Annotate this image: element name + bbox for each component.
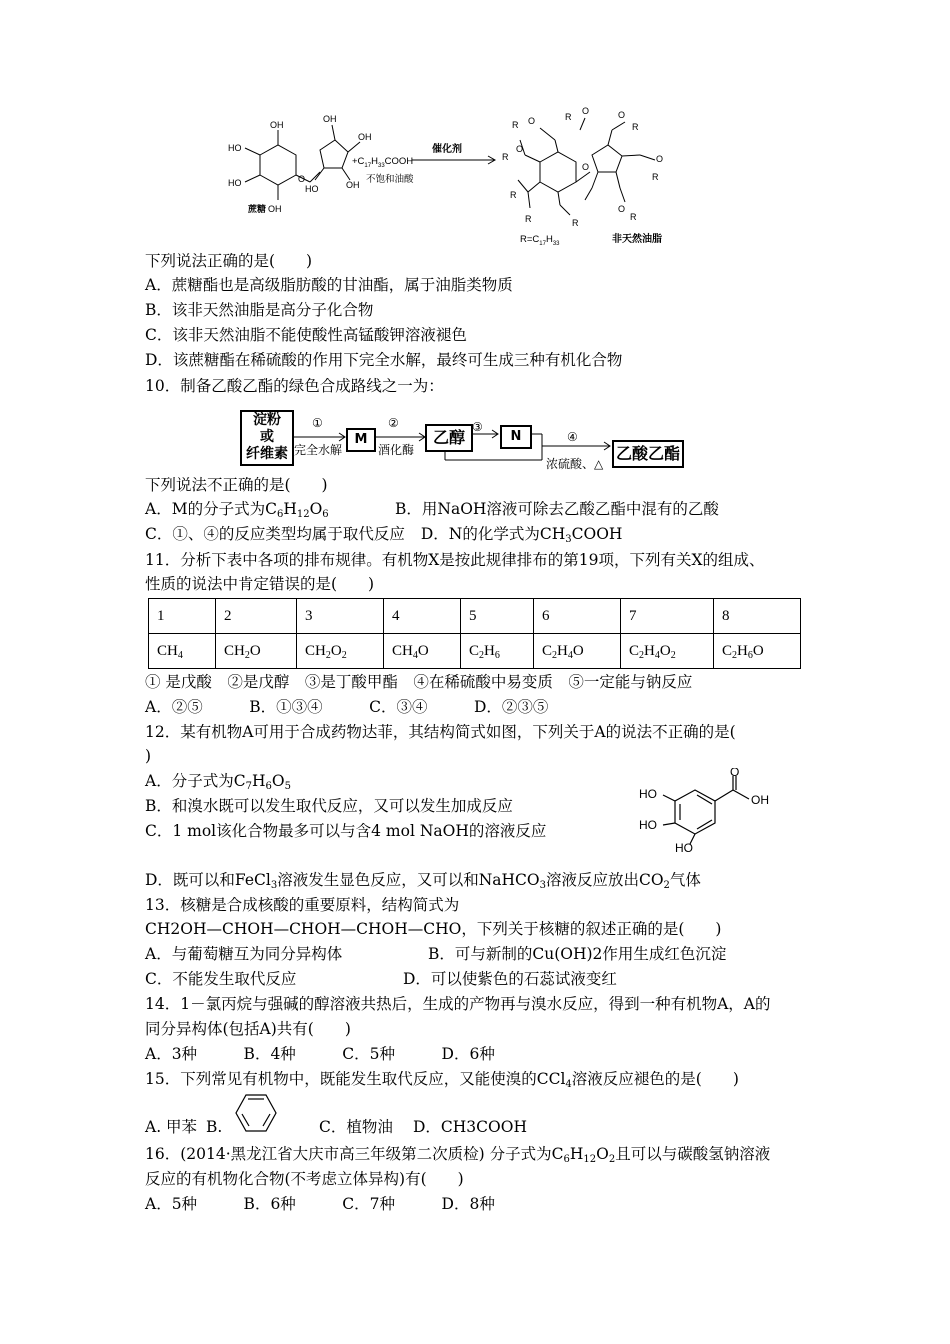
q15-stem: 15．下列常见有机物中，既能发生取代反应，又能使溴的CCl$_4$溶液反应褪色的是( ) bbox=[145, 1070, 739, 1090]
reagent-formula: $+C_{17}H_{33}COOH$ bbox=[352, 156, 414, 169]
q14-options: A．3种 B．4种 C．5种 D．6种 bbox=[145, 1045, 495, 1063]
svg-text:HO: HO bbox=[639, 818, 657, 832]
gallic-acid-structure bbox=[635, 768, 785, 858]
table-cell: $C_2H_4O_2$ bbox=[621, 634, 714, 669]
svg-text:R: R bbox=[565, 112, 572, 122]
q16-stem-line2: 反应的有机物化合物(不考虑立体异构)有( ) bbox=[145, 1170, 464, 1188]
q9-option-a: A．蔗糖酯也是高级脂肪酸的甘油酯，属于油脂类物质 bbox=[145, 276, 513, 294]
svg-text:O: O bbox=[298, 174, 306, 184]
svg-text:R: R bbox=[510, 190, 517, 200]
q12-stem-line2: ) bbox=[145, 747, 152, 765]
route-step-3: ③ bbox=[472, 420, 483, 434]
table-cell: $CH_4$ bbox=[149, 634, 216, 669]
q16-options: A．5种 B．6种 C．7种 D．8种 bbox=[145, 1195, 495, 1213]
q12-option-a: A．分子式为$C_7H_6O_5$ bbox=[145, 772, 291, 792]
q13-options-cd bbox=[145, 968, 617, 990]
table-cell: 5 bbox=[461, 599, 534, 634]
q9-option-c: C．该非天然油脂不能使酸性高锰酸钾溶液褪色 bbox=[145, 326, 467, 344]
svg-text:O: O bbox=[582, 106, 590, 116]
q14-stem-line2: 同分异构体(包括A)共有( ) bbox=[145, 1020, 351, 1038]
q12-option-b: B．和溴水既可以发生取代反应，又可以发生加成反应 bbox=[145, 797, 513, 815]
q11-stem-line2: 性质的说法中肯定错误的是( ) bbox=[145, 575, 375, 593]
svg-text:HO: HO bbox=[228, 178, 242, 188]
q14-stem-line1: 14．1－氯丙烷与强碱的醇溶液共热后，生成的产物再与溴水反应，得到一种有机物A，A的 bbox=[145, 995, 771, 1013]
table-cell: 8 bbox=[714, 599, 801, 634]
q11-sequence-table bbox=[148, 598, 801, 669]
svg-text:R: R bbox=[512, 120, 519, 130]
table-row bbox=[149, 634, 801, 669]
table-cell: 2 bbox=[216, 599, 297, 634]
svg-text:R: R bbox=[502, 152, 509, 162]
table-header-row bbox=[149, 599, 801, 634]
q15-option-c: C．植物油 bbox=[319, 1118, 393, 1136]
q13-stem-line1: 13．核糖是合成核酸的重要原料，结构简式为 bbox=[145, 896, 460, 914]
svg-text:OH: OH bbox=[346, 180, 360, 190]
q9-stem: 下列说法正确的是( ) bbox=[145, 252, 313, 270]
svg-text:OH: OH bbox=[323, 114, 337, 124]
svg-text:O: O bbox=[656, 154, 664, 164]
svg-text:OH: OH bbox=[751, 793, 769, 807]
table-cell: $CH_2O$ bbox=[216, 634, 297, 669]
svg-text:O: O bbox=[618, 110, 626, 120]
svg-text:R: R bbox=[630, 212, 637, 222]
route-step-4: ④ bbox=[567, 430, 578, 444]
table-cell: $C_2H_4O$ bbox=[534, 634, 621, 669]
q10-option-ab: A．M的分子式为$C_6H_{12}O_6$ B．用NaOH溶液可除去乙酸乙酯中混有的乙酸 bbox=[145, 500, 719, 520]
table-cell: 3 bbox=[297, 599, 384, 634]
route-product-box: 乙酸乙酯 bbox=[612, 440, 684, 468]
q13-stem-line2: CH2OH—CHOH—CHOH—CHOH—CHO，下列关于核糖的叙述正确的是( ) bbox=[145, 920, 722, 938]
svg-text:O: O bbox=[528, 116, 536, 126]
r-definition: $R=C_{17}H_{33}$ bbox=[520, 234, 560, 247]
q15-options bbox=[145, 1116, 527, 1138]
q13-option-a: A．与葡萄糖互为同分异构体 bbox=[145, 945, 343, 963]
table-cell: $C_2H_6$ bbox=[461, 634, 534, 669]
svg-text:R: R bbox=[632, 122, 639, 132]
q11-statements: ① 是戊酸 ②是戊醇 ③是丁酸甲酯 ④在稀硫酸中易变质 ⑤一定能与钠反应 bbox=[145, 673, 693, 691]
table-cell: 4 bbox=[384, 599, 461, 634]
q10-stem: 10．制备乙酸乙酯的绿色合成路线之一为： bbox=[145, 377, 444, 395]
route-cond-4: 浓硫酸、△ bbox=[546, 457, 604, 471]
q10-option-b: B．用NaOH溶液可除去乙酸乙酯中混有的乙酸 bbox=[395, 500, 719, 518]
svg-text:OH: OH bbox=[358, 132, 372, 142]
route-n-box: N bbox=[500, 425, 532, 449]
svg-text:HO: HO bbox=[675, 841, 693, 855]
q13-option-c: C．不能发生取代反应 bbox=[145, 970, 297, 988]
table-cell: 7 bbox=[621, 599, 714, 634]
reagent-note: 不饱和油酸 bbox=[366, 174, 414, 185]
svg-text:OH: OH bbox=[270, 120, 284, 130]
product-label: 非天然油脂 bbox=[612, 234, 662, 245]
svg-text:R: R bbox=[572, 218, 579, 228]
route-cond-1: 完全水解 bbox=[294, 443, 343, 457]
q13-option-d: D．可以使紫色的石蕊试液变红 bbox=[403, 970, 617, 988]
svg-text:R: R bbox=[652, 172, 659, 182]
q10-option-cd bbox=[145, 523, 622, 545]
benzene-ring-icon bbox=[232, 1092, 280, 1134]
svg-text:HO: HO bbox=[639, 787, 657, 801]
q12-stem-line1: 12．某有机物A可用于合成药物达菲，其结构简式如图，下列关于A的说法不正确的是( bbox=[145, 723, 736, 741]
svg-text:OH: OH bbox=[268, 204, 282, 214]
q11-stem-line1: 11．分析下表中各项的排布规律。有机物X是按此规律排布的第19项，下列有关X的组成、 bbox=[145, 551, 765, 569]
svg-text:O: O bbox=[516, 144, 524, 154]
q15-option-b: B. bbox=[206, 1118, 223, 1136]
table-cell: $C_2H_6O$ bbox=[714, 634, 801, 669]
table-cell: $CH_4O$ bbox=[384, 634, 461, 669]
table-cell: 6 bbox=[534, 599, 621, 634]
catalyst-label: 催化剂 bbox=[432, 144, 462, 155]
route-step-1: ① bbox=[312, 416, 323, 430]
sucrose-ester-reaction-scheme bbox=[220, 100, 690, 250]
svg-text:HO: HO bbox=[305, 184, 319, 194]
table-cell: 1 bbox=[149, 599, 216, 634]
q10-ask: 下列说法不正确的是( ) bbox=[145, 476, 328, 494]
q9-option-b: B．该非天然油脂是高分子化合物 bbox=[145, 301, 374, 319]
svg-text:O: O bbox=[618, 204, 626, 214]
svg-text:O: O bbox=[582, 162, 590, 172]
q12-option-d: D．既可以和FeCl$_3$溶液发生显色反应，又可以和NaHCO$_3$溶液反应放出$CO_2$气体 bbox=[145, 871, 701, 891]
route-cond-2: 酒化酶 bbox=[378, 443, 415, 457]
q15-option-d: D．CH3COOH bbox=[413, 1118, 527, 1136]
q11-options: A．②⑤ B．①③④ C．③④ D．②③⑤ bbox=[145, 698, 549, 716]
q13-option-b: B．可与新制的Cu(OH)2作用生成红色沉淀 bbox=[428, 945, 727, 963]
table-cell: $CH_2O_2$ bbox=[297, 634, 384, 669]
q13-options-ab bbox=[145, 943, 727, 965]
route-start-box: 淀粉 或 纤维素 bbox=[240, 410, 294, 466]
q10-option-d: D．N的化学式为$CH_3COOH$ bbox=[420, 525, 623, 545]
route-ethanol-box: 乙醇 bbox=[425, 424, 473, 452]
sucrose-label: 蔗糖 bbox=[248, 204, 267, 214]
q10-option-c: C．①、④的反应类型均属于取代反应 bbox=[145, 525, 405, 543]
svg-text:R: R bbox=[525, 214, 532, 224]
svg-text:HO: HO bbox=[228, 143, 242, 153]
q15-option-a: A. 甲苯 bbox=[145, 1118, 198, 1136]
route-step-2: ② bbox=[388, 416, 399, 430]
q9-option-d: D．该蔗糖酯在稀硫酸的作用下完全水解，最终可生成三种有机化合物 bbox=[145, 351, 623, 369]
q12-option-c: C．1 mol该化合物最多可以与含4 mol NaOH的溶液反应 bbox=[145, 822, 547, 840]
svg-text:O: O bbox=[730, 768, 740, 779]
q16-stem-line1: 16．(2014·黑龙江省大庆市高三年级第二次质检) 分子式为$C_6H_{12}O_2$且可以与碳酸氢钠溶液 bbox=[145, 1145, 771, 1165]
route-m-box: M bbox=[346, 428, 376, 452]
